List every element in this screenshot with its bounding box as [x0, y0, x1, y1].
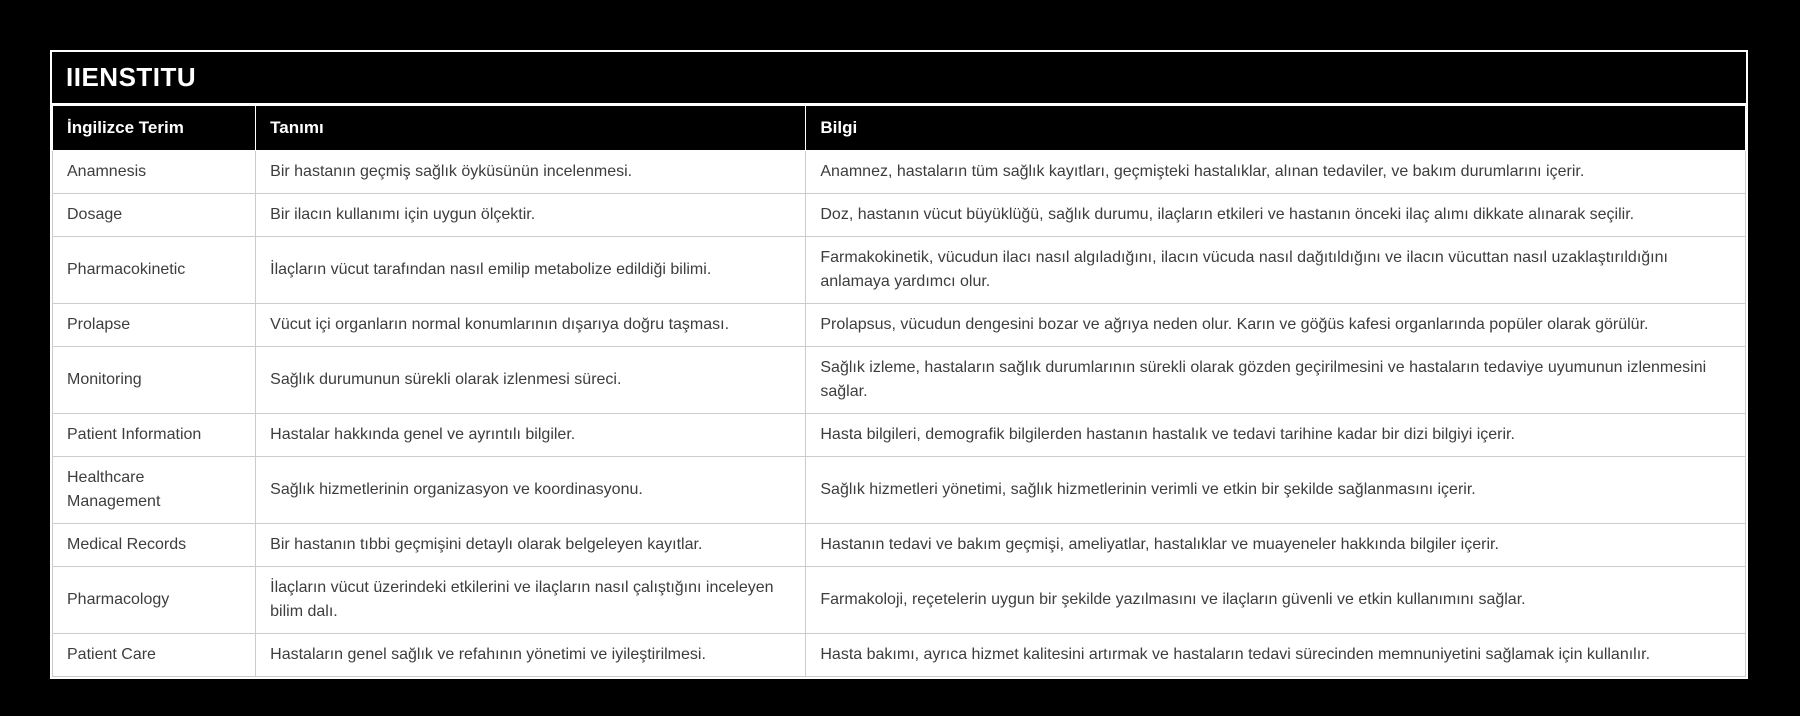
info-cell: Prolapsus, vücudun dengesini bozar ve ağrıya neden olur. Karın ve göğüs kafesi organlarında popüler olarak görülür.: [806, 303, 1746, 346]
info-cell: Sağlık izleme, hastaların sağlık durumlarının sürekli olarak gözden geçirilmesini ve hastaların tedaviye uyumunun izlenmesini sağlar.: [806, 346, 1746, 413]
definition-cell: İlaçların vücut üzerindeki etkilerini ve ilaçların nasıl çalıştığını inceleyen bilim dalı.: [256, 566, 806, 633]
table-header-row: [53, 106, 1746, 151]
definition-cell: Hastalar hakkında genel ve ayrıntılı bilgiler.: [256, 413, 806, 456]
definition-cell: İlaçların vücut tarafından nasıl emilip metabolize edildiği bilimi.: [256, 236, 806, 303]
definition-cell: Bir hastanın geçmiş sağlık öyküsünün incelenmesi.: [256, 150, 806, 193]
definition-cell: Sağlık hizmetlerinin organizasyon ve koordinasyonu.: [256, 456, 806, 523]
info-cell: Hastanın tedavi ve bakım geçmişi, ameliyatlar, hastalıklar ve muayeneler hakkında bilgiler içerir.: [806, 523, 1746, 566]
term-cell: Pharmacokinetic: [53, 236, 256, 303]
info-cell: Anamnez, hastaların tüm sağlık kayıtları, geçmişteki hastalıklar, alınan tedaviler, ve bakım durumlarını içerir.: [806, 150, 1746, 193]
term-cell: Medical Records: [53, 523, 256, 566]
table-row: [53, 236, 1746, 303]
table-header: [53, 106, 1746, 151]
term-cell: Anamnesis: [53, 150, 256, 193]
table-row: [53, 413, 1746, 456]
term-cell: Patient Information: [53, 413, 256, 456]
term-cell: Healthcare Management: [53, 456, 256, 523]
definition-cell: Hastaların genel sağlık ve refahının yönetimi ve iyileştirilmesi.: [256, 633, 806, 676]
table-row: [53, 346, 1746, 413]
definition-cell: Vücut içi organların normal konumlarının dışarıya doğru taşması.: [256, 303, 806, 346]
glossary-table: [52, 105, 1746, 677]
info-cell: Sağlık hizmetleri yönetimi, sağlık hizmetlerinin verimli ve etkin bir şekilde sağlanmasını içerir.: [806, 456, 1746, 523]
page-title: IIENSTITU: [52, 52, 1746, 105]
table-row: [53, 633, 1746, 676]
table-row: [53, 150, 1746, 193]
table-row: [53, 566, 1746, 633]
info-cell: Farmakoloji, reçetelerin uygun bir şekilde yazılmasını ve ilaçların güvenli ve etkin kullanımını sağlar.: [806, 566, 1746, 633]
term-cell: Patient Care: [53, 633, 256, 676]
column-header-definition: Tanımı: [256, 106, 806, 151]
definition-cell: Sağlık durumunun sürekli olarak izlenmesi süreci.: [256, 346, 806, 413]
info-cell: Hasta bilgileri, demografik bilgilerden hastanın hastalık ve tedavi tarihine kadar bir dizi bilgiyi içerir.: [806, 413, 1746, 456]
table-row: [53, 193, 1746, 236]
info-cell: Hasta bakımı, ayrıca hizmet kalitesini artırmak ve hastaların tedavi sürecinden memnuniyetini sağlamak için kullanılır.: [806, 633, 1746, 676]
glossary-table-body: [53, 150, 1746, 676]
info-cell: Farmakokinetik, vücudun ilacı nasıl algıladığını, ilacın vücuda nasıl dağıtıldığını ve ilacın vücuttan nasıl uzaklaştırıldığını anlamaya yardımcı olur.: [806, 236, 1746, 303]
column-header-term: İngilizce Terim: [53, 106, 256, 151]
column-header-info: Bilgi: [806, 106, 1746, 151]
definition-cell: Bir ilacın kullanımı için uygun ölçektir.: [256, 193, 806, 236]
term-cell: Monitoring: [53, 346, 256, 413]
term-cell: Pharmacology: [53, 566, 256, 633]
info-cell: Doz, hastanın vücut büyüklüğü, sağlık durumu, ilaçların etkileri ve hastanın önceki ilaç alımı dikkate alınarak seçilir.: [806, 193, 1746, 236]
table-row: [53, 303, 1746, 346]
term-cell: Dosage: [53, 193, 256, 236]
definition-cell: Bir hastanın tıbbi geçmişini detaylı olarak belgeleyen kayıtlar.: [256, 523, 806, 566]
glossary-frame: [50, 50, 1748, 679]
term-cell: Prolapse: [53, 303, 256, 346]
table-row: [53, 456, 1746, 523]
table-row: [53, 523, 1746, 566]
